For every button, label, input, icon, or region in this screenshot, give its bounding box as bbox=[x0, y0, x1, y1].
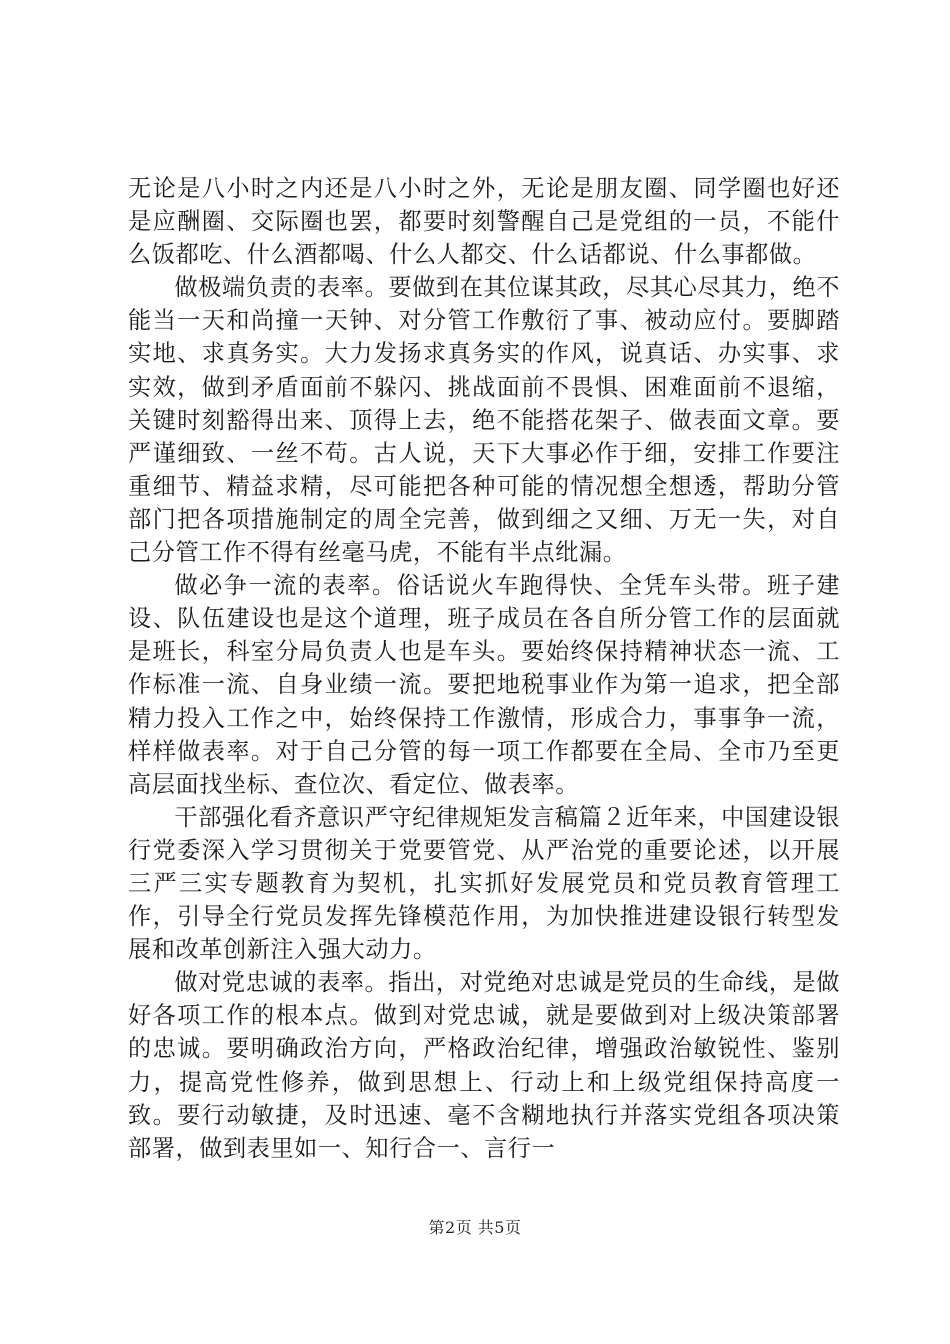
paragraph-3: 做必争一流的表率。俗话说火车跑得快、全凭车头带。班子建设、队伍建设也是这个道理，班子成员在各自所分管工作的层面就是班长，科室分局负责人也是车头。要始终保持精神状态一流、工作标准一流、自身业绩一流。要把地税事业作为第一追求，把全部精力投入工作之中，始终保持工作激情，形成合力，事事争一流，样样做表率。对于自己分管的每一项工作都要在全局、全市乃至更高层面找坐标、查位次、看定位、做表率。 bbox=[128, 572, 840, 798]
paragraph-4: 干部强化看齐意识严守纪律规矩发言稿篇２近年来，中国建设银行党委深入学习贯彻关于党要管党、从严治党的重要论述，以开展三严三实专题教育为契机，扎实抓好发展党员和党员教育管理工作，引导全行党员发挥先锋模范作用，为加快推进建设银行转型发展和改革创新注入强大动力。 bbox=[128, 803, 840, 964]
page-number-footer: 第2页 共5页 bbox=[428, 1218, 522, 1237]
document-body bbox=[128, 172, 840, 1165]
paragraph-1: 无论是八小时之内还是八小时之外，无论是朋友圈、同学圈也好还是应酬圈、交际圈也罢，都要时刻警醒自己是党组的一员，不能什么饭都吃、什么酒都喝、什么人都交、什么话都说、什么事都做。 bbox=[128, 175, 840, 269]
paragraph-2: 做极端负责的表率。要做到在其位谋其政，尽其心尽其力，绝不能当一天和尚撞一天钟、对分管工作敷衍了事、被动应付。要脚踏实地、求真务实。大力发扬求真务实的作风，说真话、办实事、求实效，做到矛盾面前不躲闪、挑战面前不畏惧、困难面前不退缩，关键时刻豁得出来、顶得上去，绝不能搭花架子、做表面文章。要严谨细致、一丝不苟。古人说，天下大事必作于细，安排工作要注重细节、精益求精，尽可能把各种可能的情况想全想透，帮助分管部门把各项措施制定的周全完善，做到细之又细、万无一失，对自己分管工作不得有丝毫马虎，不能有半点纰漏。 bbox=[128, 274, 840, 567]
paragraph-5: 做对党忠诚的表率。指出，对党绝对忠诚是党员的生命线，是做好各项工作的根本点。做到对党忠诚，就是要做到对上级决策部署的忠诚。要明确政治方向，严格政治纪律，增强政治敏锐性、鉴别力，提高党性修养，做到思想上、行动上和上级党组保持高度一致。要行动敏捷，及时迅速、毫不含糊地执行并落实党组各项决策部署，做到表里如一、知行合一、言行一 bbox=[128, 969, 840, 1162]
